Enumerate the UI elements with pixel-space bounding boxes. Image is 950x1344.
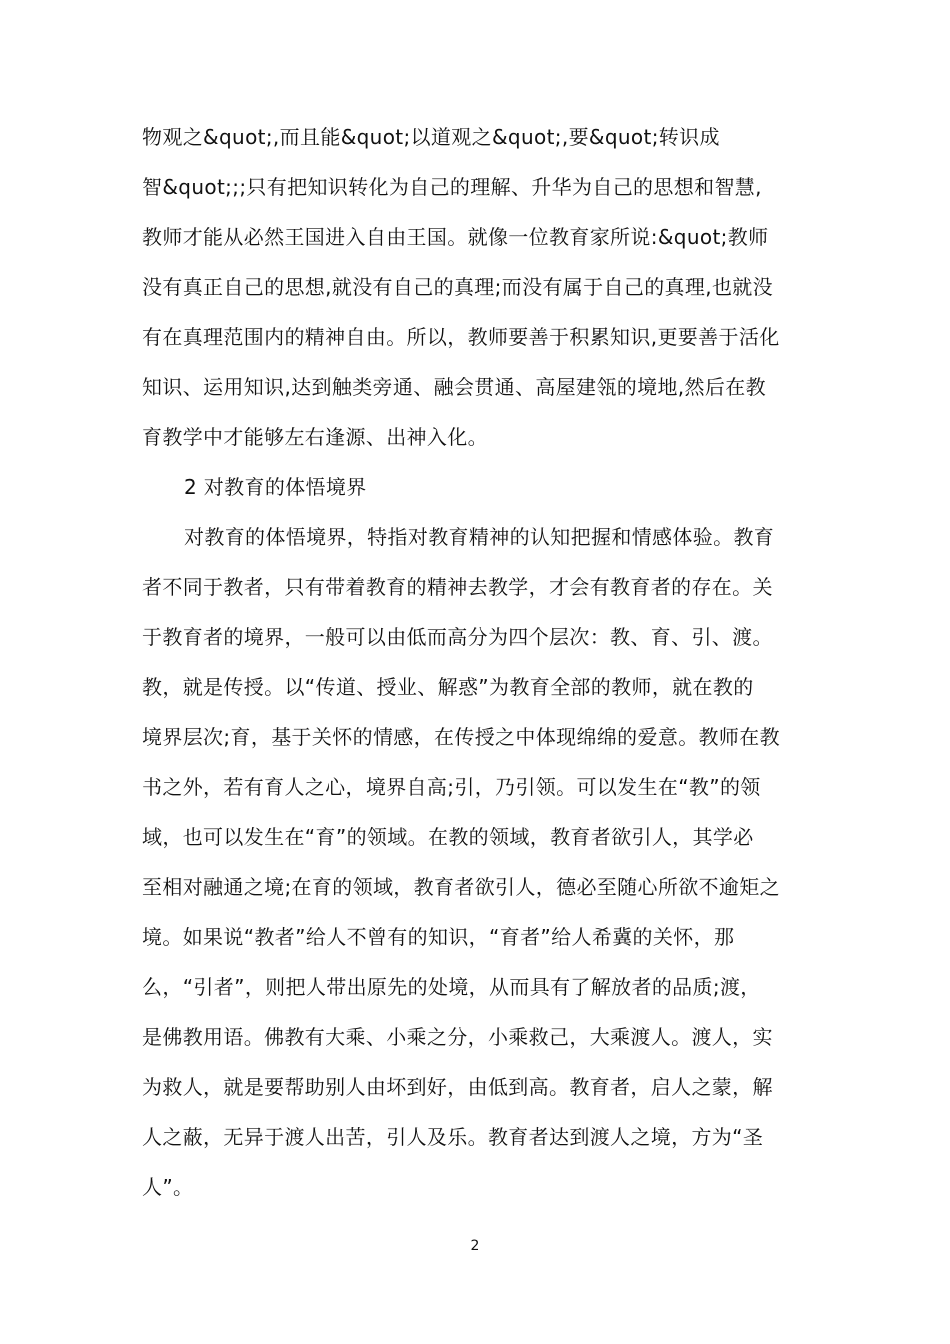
text-line: 物观之&quot;,而且能&quot;以道观之&quot;,要&quot;转识成	[142, 125, 720, 149]
text-line: 为救人，就是要帮助别人由坏到好，由低到高。教育者，启人之蒙，解	[142, 1075, 773, 1099]
text-line: 智&quot;;;只有把知识转化为自己的理解、升华为自己的思想和智慧,	[142, 175, 762, 199]
text-line: 有在真理范围内的精神自由。所以，教师要善于积累知识,更要善于活化	[142, 325, 780, 349]
text-line: 至相对融通之境;在育的领域，教育者欲引人，德必至随心所欲不逾矩之	[142, 875, 780, 899]
section-heading: 2 对教育的体悟境界	[184, 475, 367, 499]
text-line: 境。如果说“教者”给人不曾有的知识，“育者”给人希冀的关怀，那	[142, 925, 735, 949]
text-body	[142, 112, 822, 1212]
text-line: 没有真正自己的思想,就没有自己的真理;而没有属于自己的真理,也就没	[142, 275, 774, 299]
text-line: 者不同于教者，只有带着教育的精神去教学，才会有教育者的存在。关	[142, 575, 773, 599]
text-line: 域，也可以发生在“育”的领域。在教的领域，教育者欲引人，其学必	[142, 825, 754, 849]
text-line: 对教育的体悟境界，特指对教育精神的认知把握和情感体验。教育	[184, 525, 775, 549]
text-line: 人之蔽，无异于渡人出苦，引人及乐。教育者达到渡人之境，方为“圣	[142, 1125, 764, 1149]
text-line: 于教育者的境界，一般可以由低而高分为四个层次：教、育、引、渡。	[142, 625, 773, 649]
text-line: 书之外，若有育人之心，境界自高;引，乃引领。可以发生在“教”的领	[142, 775, 761, 799]
text-line: 是佛教用语。佛教有大乘、小乘之分，小乘救己，大乘渡人。渡人，实	[142, 1025, 773, 1049]
text-line: 么，“引者”，则把人带出原先的处境，从而具有了解放者的品质;渡，	[142, 975, 761, 999]
text-line: 人”。	[142, 1175, 194, 1199]
text-line: 知识、运用知识,达到触类旁通、融会贯通、高屋建瓴的境地,然后在教	[142, 375, 766, 399]
text-line: 育教学中才能够左右逢源、出神入化。	[142, 425, 488, 449]
page-number: 2	[470, 1238, 480, 1254]
text-line: 教师才能从必然王国进入自由王国。就像一位教育家所说:&quot;教师	[142, 225, 769, 249]
text-line: 境界层次;育，基于关怀的情感，在传授之中体现绵绵的爱意。教师在教	[142, 725, 780, 749]
text-line: 教，就是传授。以“传道、授业、解惑”为教育全部的教师，就在教的	[142, 675, 754, 699]
